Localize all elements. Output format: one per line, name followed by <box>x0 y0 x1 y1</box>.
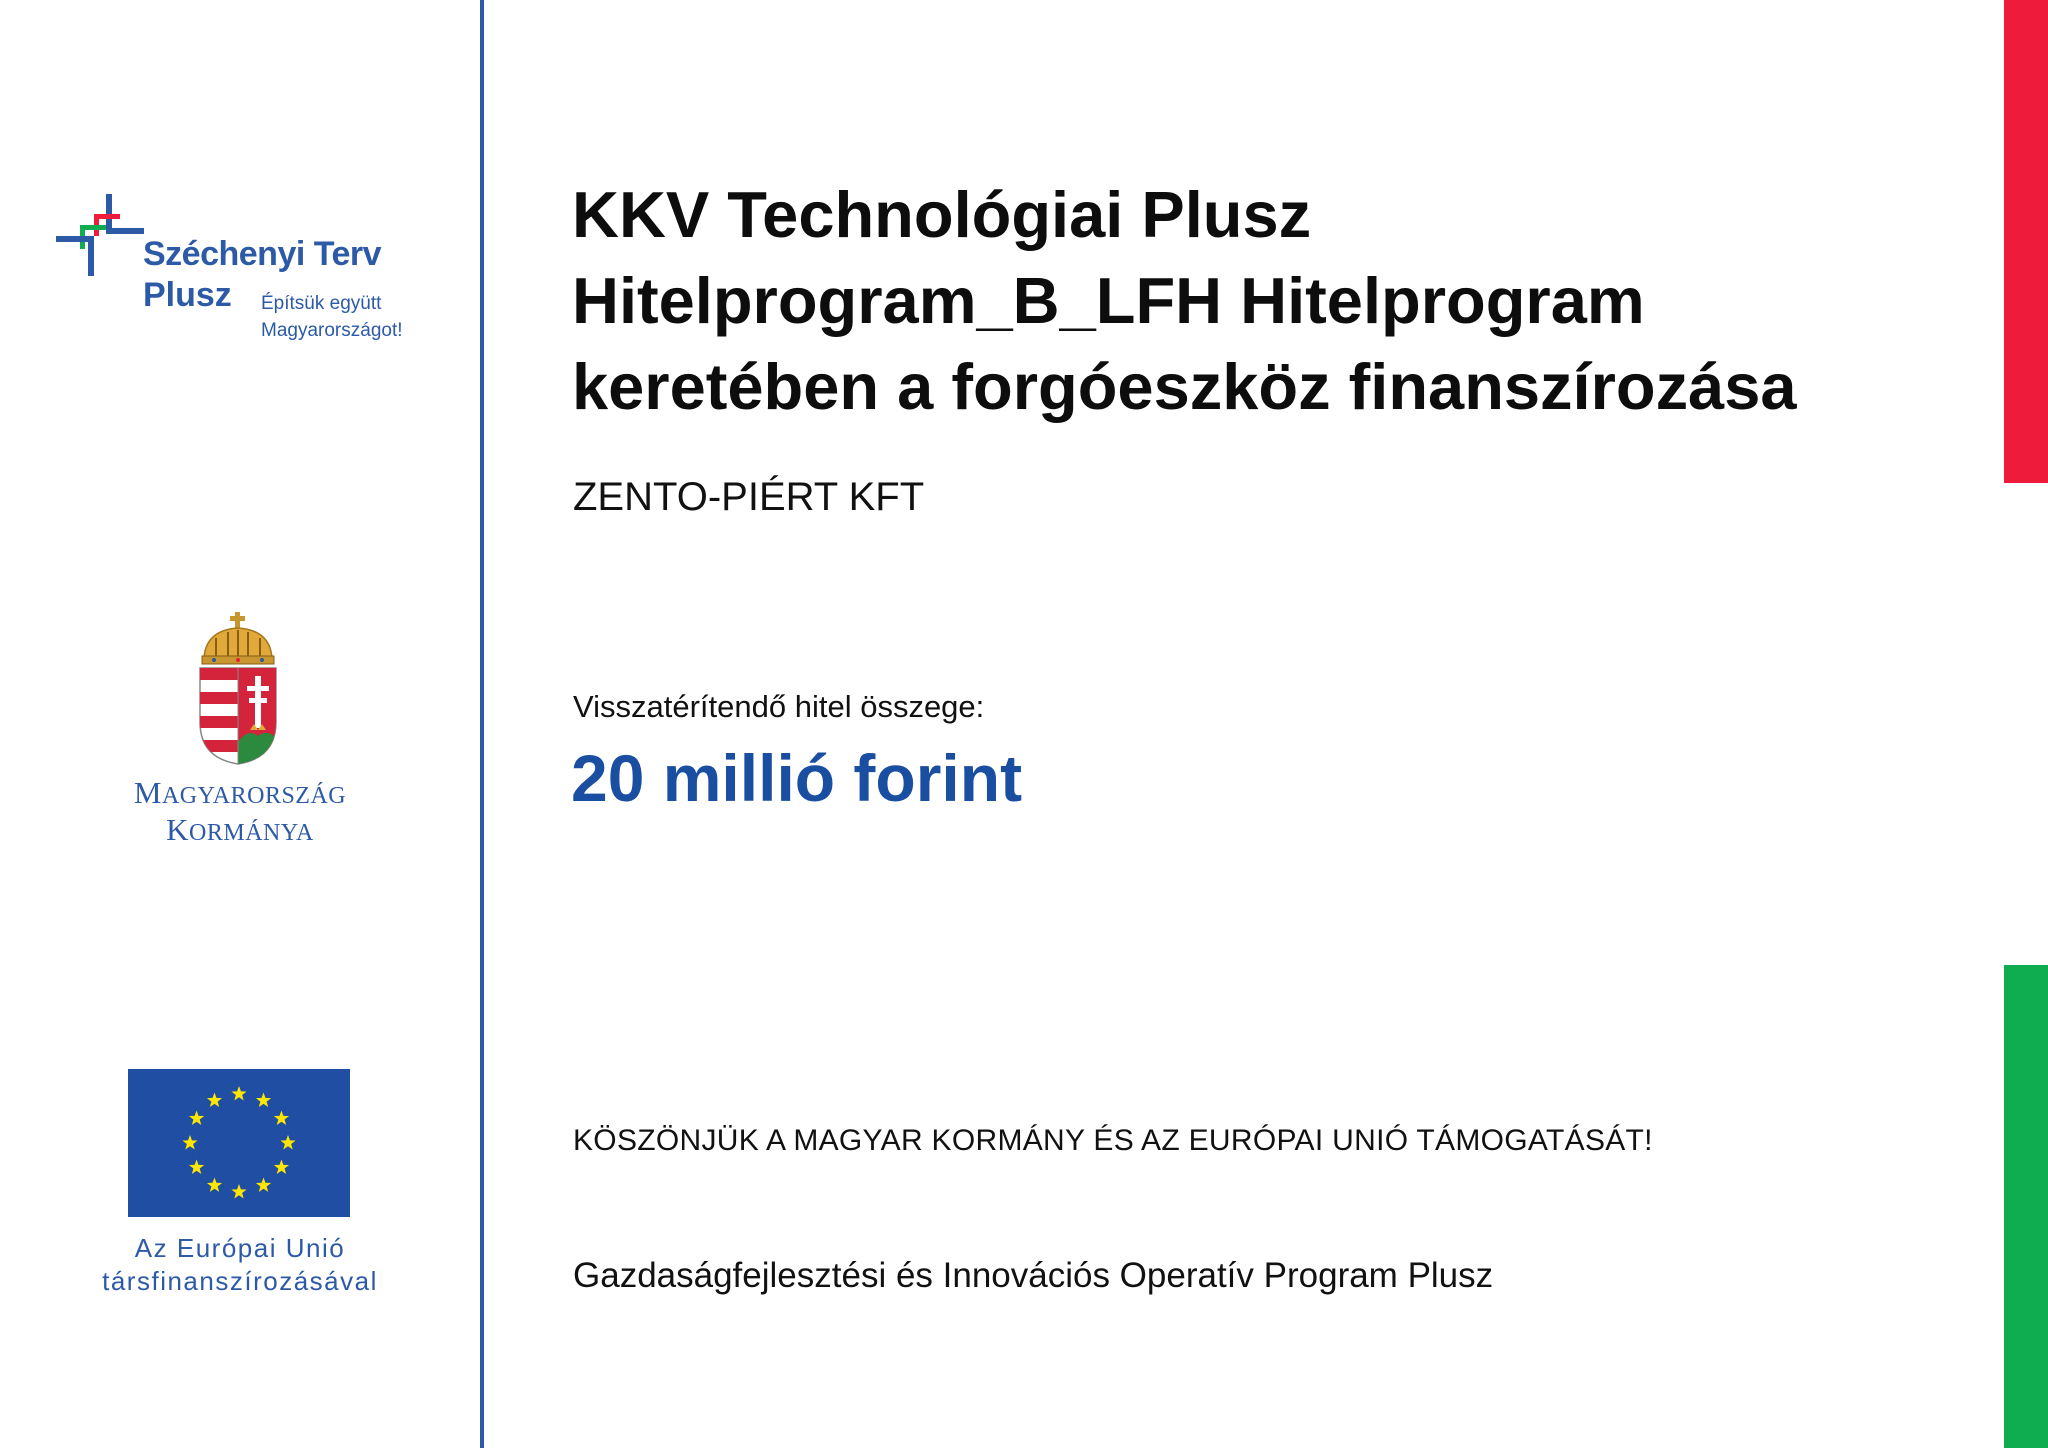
government-name <box>90 776 390 850</box>
loan-amount-label: Visszatérítendő hitel összege: <box>573 689 985 724</box>
szechenyi-plusz: Plusz <box>143 276 232 314</box>
szechenyi-slogan-line1: Építsük együtt <box>261 293 382 314</box>
flag-bar-green <box>2004 965 2048 1448</box>
project-title-line2: Hitelprogram_B_LFH Hitelprogram <box>572 264 1645 337</box>
government-name-line1 <box>90 776 390 813</box>
thanks-text: KÖSZÖNJÜK A MAGYAR KORMÁNY ÉS AZ EURÓPAI UNIÓ TÁMOGATÁSÁT! <box>573 1124 1653 1157</box>
eu-text-line1: Az Európai Unió <box>134 1233 346 1263</box>
szechenyi-cross-icon <box>56 192 148 284</box>
logo-column <box>0 0 480 1448</box>
eu-flag-icon <box>128 1069 350 1217</box>
szechenyi-logo <box>56 192 456 352</box>
beneficiary-name: ZENTO-PIÉRT KFT <box>573 475 925 519</box>
eu-text-line2: társfinanszírozásával <box>102 1266 378 1296</box>
flag-bar-red <box>2004 0 2048 483</box>
project-title-line1: KKV Technológiai Plusz <box>572 178 1312 251</box>
szechenyi-title: Széchenyi Terv <box>143 235 382 273</box>
coat-of-arms-icon <box>196 612 280 768</box>
program-name: Gazdaságfejlesztési és Innovációs Operatív Program Plusz <box>573 1256 1494 1295</box>
project-title-line3: keretében a forgóeszköz finanszírozása <box>572 350 1797 423</box>
szechenyi-slogan <box>261 290 403 344</box>
government-line1-rest: AGYARORSZÁG <box>161 783 347 809</box>
loan-amount-value: 20 millió forint <box>571 741 1023 815</box>
government-name-line2 <box>90 813 390 850</box>
project-title <box>572 172 1972 430</box>
government-line2-initial: K <box>166 812 190 847</box>
column-divider <box>480 0 484 1448</box>
government-line2-rest: ORMÁNYA <box>189 820 314 846</box>
szechenyi-slogan-line2: Magyarországot! <box>261 320 403 341</box>
eu-cofinancing-text <box>60 1232 420 1298</box>
government-line1-initial: M <box>133 775 162 810</box>
